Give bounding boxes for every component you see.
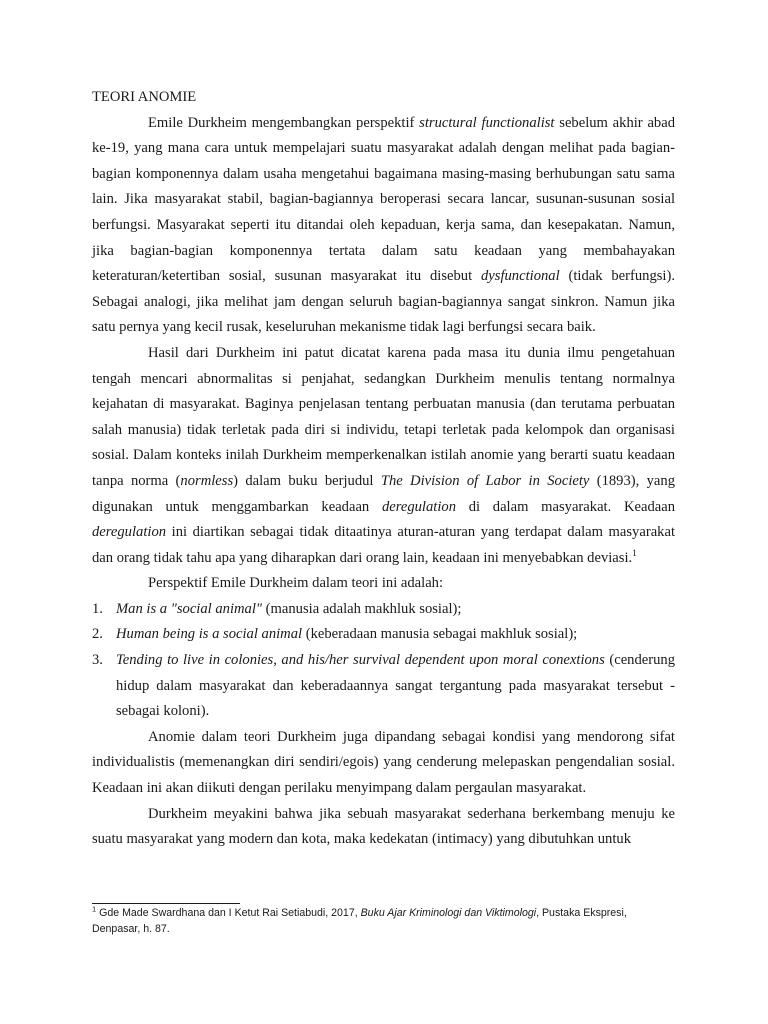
paragraph-2-text-b: ) dalam buku berjudul — [233, 472, 381, 489]
list-item-number: 2. — [92, 626, 103, 643]
footnote-text-a: Gde Made Swardhana dan I Ketut Rai Setiabudi, 2017, — [96, 907, 361, 919]
paragraph-2-text-e: ini diartikan sebagai tidak ditaatinya aturan-aturan yang terdapat dalam masyarakat dan orang tidak tahu apa yang diharapkan dari orang lain, keadaan ini menyebabkan deviasi. — [92, 524, 675, 566]
perspective-list — [92, 597, 675, 725]
list-item-term: Tending to live in colonies, and his/her survival dependent upon moral conextions — [116, 652, 605, 669]
paragraph-2-text-c: (1893), yang digunakan untuk menggambarkan keadaan — [92, 472, 675, 515]
list-item-term: Man is a "social animal" — [116, 600, 263, 617]
list-item-number: 3. — [92, 652, 103, 669]
paragraph-2-term-normless: normless — [180, 472, 234, 489]
paragraph-1 — [92, 111, 675, 341]
paragraph-2 — [92, 341, 675, 571]
list-item-text: (keberadaan manusia sebagai makhluk sosial); — [302, 626, 578, 643]
paragraph-2-text-d: di dalam masyarakat. Keadaan — [456, 498, 676, 515]
list-item — [92, 597, 675, 623]
footnote-book-title: Buku Ajar Kriminologi dan Viktimologi — [360, 907, 537, 919]
paragraph-1-text-a: Emile Durkheim mengembangkan perspektif — [148, 114, 420, 131]
list-item-term: Human being is a social animal — [116, 626, 303, 643]
list-item-number: 1. — [92, 600, 103, 617]
section-heading: TEORI ANOMIE — [92, 89, 197, 105]
paragraph-1-text-c: (tidak berfungsi). Sebagai analogi, jika melihat jam dengan seluruh bagian-bagiannya sangat sinkron. Namun jika satu pernya yang kecil rusak, keseluruhan mekanisme tidak lagi berfungsi secara baik. — [92, 268, 675, 336]
paragraph-3: Perspektif Emile Durkheim dalam teori ini adalah: — [148, 575, 444, 592]
document-body — [92, 85, 675, 853]
paragraph-1-text-b: sebelum akhir abad ke-19, yang mana cara untuk mempelajari suatu masyarakat adalah dengan melihat pada bagian-bagian komponennya dalam usaha mengetahui bagaimana masing-masing berhubungan satu sama lain. Jika masyarakat stabil, bagian-bagiannya beroperasi secara lancar, susunan-susunan sosial berfungsi. Masyarakat seperti itu ditandai oleh kepaduan, kerja sama, dan kesepakatan. Namun, jika bagian-bagian komponennya tertata dalam satu keadaan yang membahayakan keteraturan/ketertiban sosial, susunan masyarakat itu disebut — [92, 114, 675, 285]
paragraph-1-term-dysfunctional: dysfunctional — [481, 268, 560, 285]
footnote-text-b: , Pustaka Ekspresi, Denpasar, h. 87. — [92, 907, 627, 935]
footnote — [92, 906, 675, 937]
paragraph-2-term-deregulation-2: deregulation — [92, 524, 167, 541]
paragraph-2-text-a: Hasil dari Durkheim ini patut dicatat karena pada masa itu dunia ilmu pengetahuan tengah mencari abnormalitas si penjahat, sedangkan Durkheim menulis tentang normalnya kejahatan di masyarakat. Baginya penjelasan tentang perbuatan manusia (dan terutama perbuatan salah manusia) tidak terletak pada diri si individu, tetapi terletak pada kelompok dan organisasi sosial. Dalam konteks inilah Durkheim memperkenalkan istilah anomie yang berarti suatu keadaan tanpa norma ( — [92, 344, 675, 489]
list-item — [92, 622, 675, 648]
paragraph-5: Durkheim meyakini bahwa jika sebuah masyarakat sederhana berkembang menuju ke suatu masyarakat yang modern dan kota, maka kedekatan (intimacy) yang dibutuhkan untuk — [92, 805, 675, 848]
paragraph-2-term-deregulation: deregulation — [381, 498, 456, 515]
list-item-text: (cenderung hidup dalam masyarakat dan keberadaannya sangat tergantung pada masyarakat tersebut - sebagai koloni). — [116, 652, 675, 720]
paragraph-4: Anomie dalam teori Durkheim juga dipandang sebagai kondisi yang mendorong sifat individualistis (memenangkan diri sendiri/egois) yang cenderung melepaskan pengendalian sosial. Keadaan ini akan diikuti dengan perilaku menyimpang dalam pergaulan masyarakat. — [92, 728, 675, 797]
list-item-text: (manusia adalah makhluk sosial); — [262, 600, 462, 617]
list-item — [92, 648, 675, 725]
footnote-number: 1 — [92, 904, 97, 914]
paragraph-1-term-structural-functionalist: structural functionalist — [419, 114, 555, 131]
footnote-reference[interactable]: 1 — [632, 548, 637, 559]
footnote-separator — [92, 903, 240, 904]
paragraph-2-book-title: The Division of Labor in Society — [380, 472, 590, 489]
